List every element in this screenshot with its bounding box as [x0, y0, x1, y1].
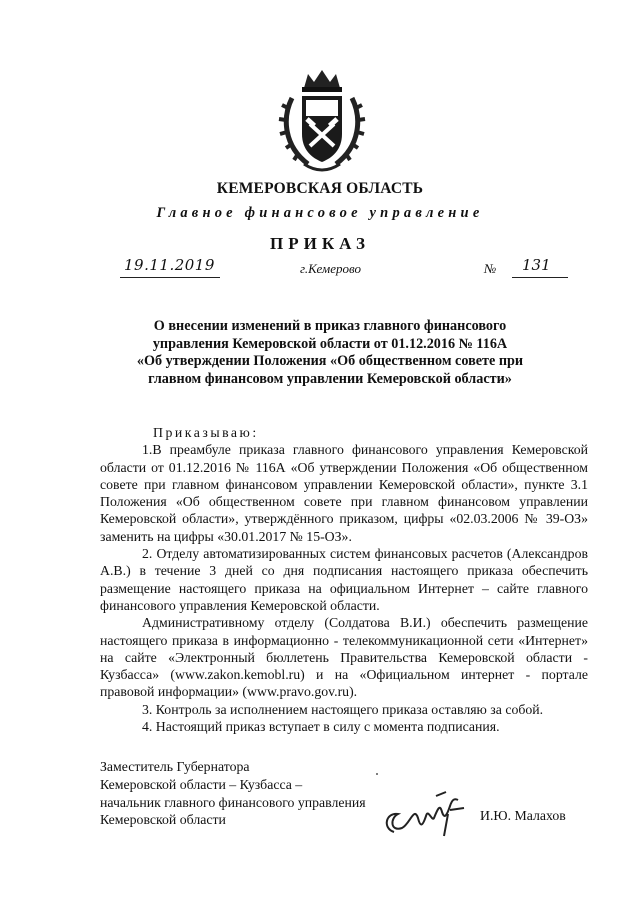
ink-dot	[376, 773, 378, 775]
order-number-field	[512, 255, 568, 278]
order-lead: Приказываю:	[153, 425, 259, 440]
title-line: управления Кемеровской области от 01.12.2016 № 116А	[152, 335, 508, 352]
handwritten-signature	[380, 788, 470, 840]
signer-position-line: начальник главного финансового управления	[100, 794, 366, 810]
number-sign: №	[484, 261, 497, 276]
city-name: г.Кемерово	[300, 261, 361, 276]
signature-block	[100, 758, 366, 829]
paragraph-4: 3. Контроль за исполнением настоящего приказа оставляю за собой.	[142, 701, 544, 717]
department-name: Главное финансовое управление	[156, 205, 484, 221]
title-line: О внесении изменений в приказ главного финансового	[153, 318, 507, 334]
paragraph-2: 2. Отделу автоматизированных систем финансовых расчетов (Александров А.В.) в течение 3 дней со дня подписания настоящего приказа обеспечить размещение настоящего приказа на официальном Интернет – сайте главного финансового управления Кемеровской области.	[100, 546, 588, 613]
paragraph-3: Административному отделу (Солдатова В.И.) обеспечить размещение настоящего приказа в информационно - телекоммуникационной сети «Интернет» на сайте «Электронный бюллетень Правительства Кемеровской области - Кузбасса» (www.zakon.kemobl.ru) и на «Официальном интернет - портале правовой информации» (www.pravo.gov.ru).	[100, 615, 588, 700]
order-date-field	[120, 255, 220, 278]
order-date: 19.11.2019	[124, 256, 215, 274]
signer-position-line: Кемеровской области	[100, 812, 226, 828]
document-body	[100, 424, 588, 735]
signer-position-line: Заместитель Губернатора	[100, 759, 250, 774]
document-type: ПРИКАЗ	[270, 234, 370, 253]
coat-of-arms-emblem	[278, 68, 366, 176]
paragraph-5: 4. Настоящий приказ вступает в силу с момента подписания.	[142, 719, 500, 735]
title-line: «Об утверждении Положения «Об общественном совете при	[136, 353, 524, 370]
signer-name: И.Ю. Малахов	[480, 808, 566, 823]
signer-position-line: Кемеровской области – Кузбасса –	[100, 776, 303, 792]
title-line: главном финансовом управлении Кемеровской области»	[148, 370, 512, 387]
paragraph-1: 1.В преамбуле приказа главного финансового управления Кемеровской области от 01.12.2016 № 116А «Об утверждении Положения «Об общественном совете при главном финансовом управлении Кемеровской области», пункте 3.1 Положения «Об общественном совете при главном финансовом управлении Кемеровской области», утверждённого приказом, цифры «02.03.2006 № 39-ОЗ» заменить на цифры «30.01.2017 № 15-ОЗ».	[100, 442, 588, 544]
region-name: КЕМЕРОВСКАЯ ОБЛАСТЬ	[216, 180, 424, 197]
order-number: 131	[522, 256, 551, 274]
document-title	[100, 318, 560, 388]
